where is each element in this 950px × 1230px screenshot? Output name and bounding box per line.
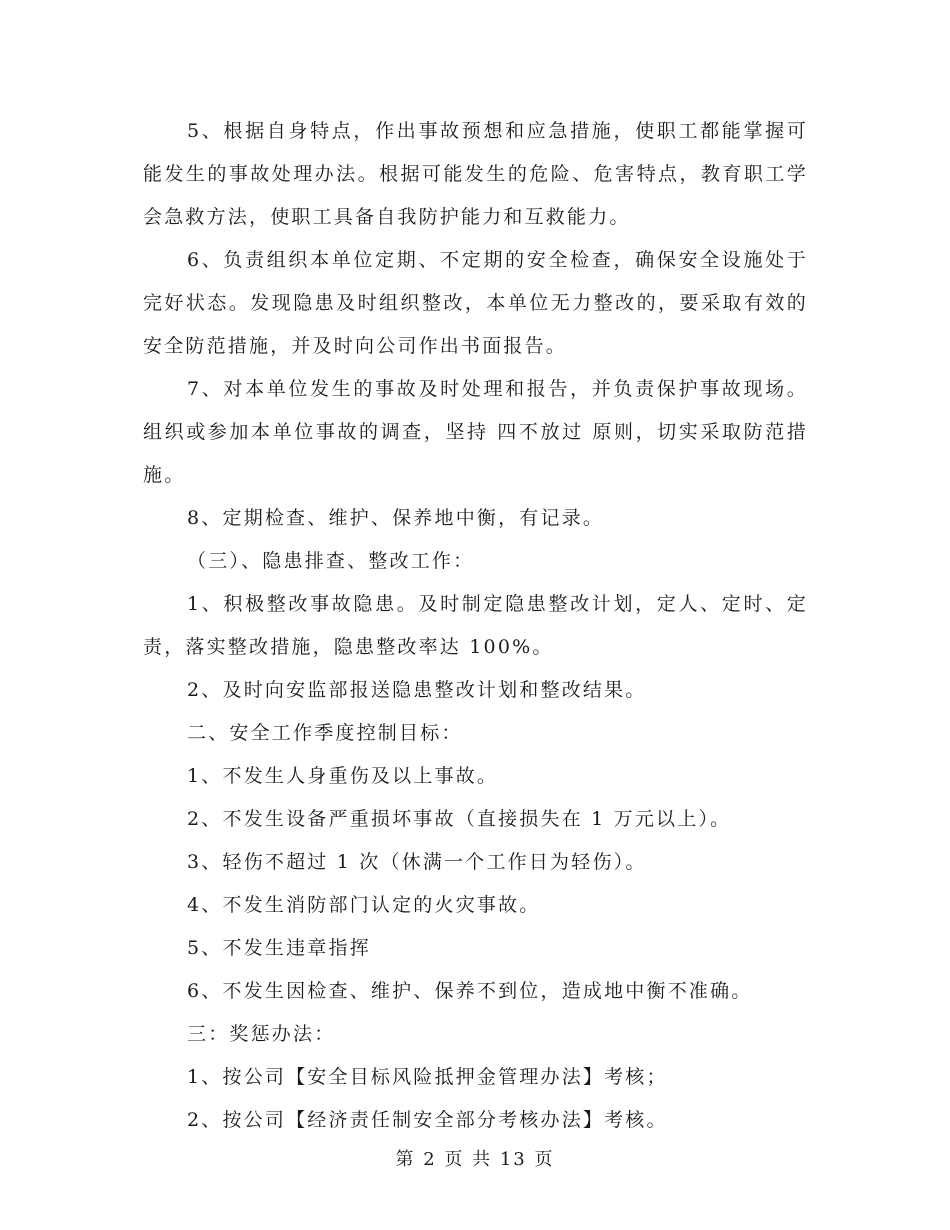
target-item-3: 3、轻伤不超过 1 次（休满一个工作日为轻伤）。 (187, 851, 647, 873)
reward-item-1: 1、按公司【安全目标风险抵押金管理办法】考核； (187, 1066, 668, 1088)
paragraph-1: 5、根据自身特点，作出事故预想和应急措施，使职工都能掌握可能发生的事故处理办法。根据可能发生的危险、危害特点，教育职工学会急救方法，使职工具备自我防护能力和互救能力。 (143, 120, 808, 228)
paragraph-3: 7、对本单位发生的事故及时处理和报告，并负责保护事故现场。组织或参加本单位事故的调查，坚持 四不放过 原则，切实采取防范措施。 (143, 378, 808, 486)
section-heading-quarterly-targets: 二、安全工作季度控制目标： (187, 722, 463, 744)
target-item-5: 5、不发生违章指挥 (187, 937, 371, 959)
target-item-1: 1、不发生人身重伤及以上事故。 (187, 765, 499, 787)
section-heading-3: （三）、隐患排查、整改工作： (187, 550, 475, 572)
target-item-6: 6、不发生因检查、维护、保养不到位，造成地中衡不准确。 (187, 980, 753, 1002)
target-item-4: 4、不发生消防部门认定的火灾事故。 (187, 894, 541, 916)
paragraph-2: 6、负责组织本单位定期、不定期的安全检查，确保安全设施处于完好状态。发现隐患及时组织整改，本单位无力整改的，要采取有效的安全防范措施，并及时向公司作出书面报告。 (143, 249, 808, 357)
document-body (143, 110, 808, 1142)
reward-item-2: 2、按公司【经济责任制安全部分考核办法】考核。 (187, 1109, 668, 1131)
target-item-2: 2、不发生设备严重损坏事故（直接损失在 1 万元以上）。 (187, 808, 732, 830)
section-heading-rewards: 三：奖惩办法： (187, 1023, 336, 1045)
paragraph-6: 1、积极整改事故隐患。及时制定隐患整改计划，定人、定时、定责，落实整改措施，隐患整改率达 100%。 (143, 593, 808, 658)
page-number-footer: 第 2 页 共 13 页 (395, 1149, 555, 1170)
paragraph-7: 2、及时向安监部报送隐患整改计划和整改结果。 (187, 679, 647, 701)
paragraph-4: 8、定期检查、维护、保养地中衡，有记录。 (187, 507, 605, 529)
